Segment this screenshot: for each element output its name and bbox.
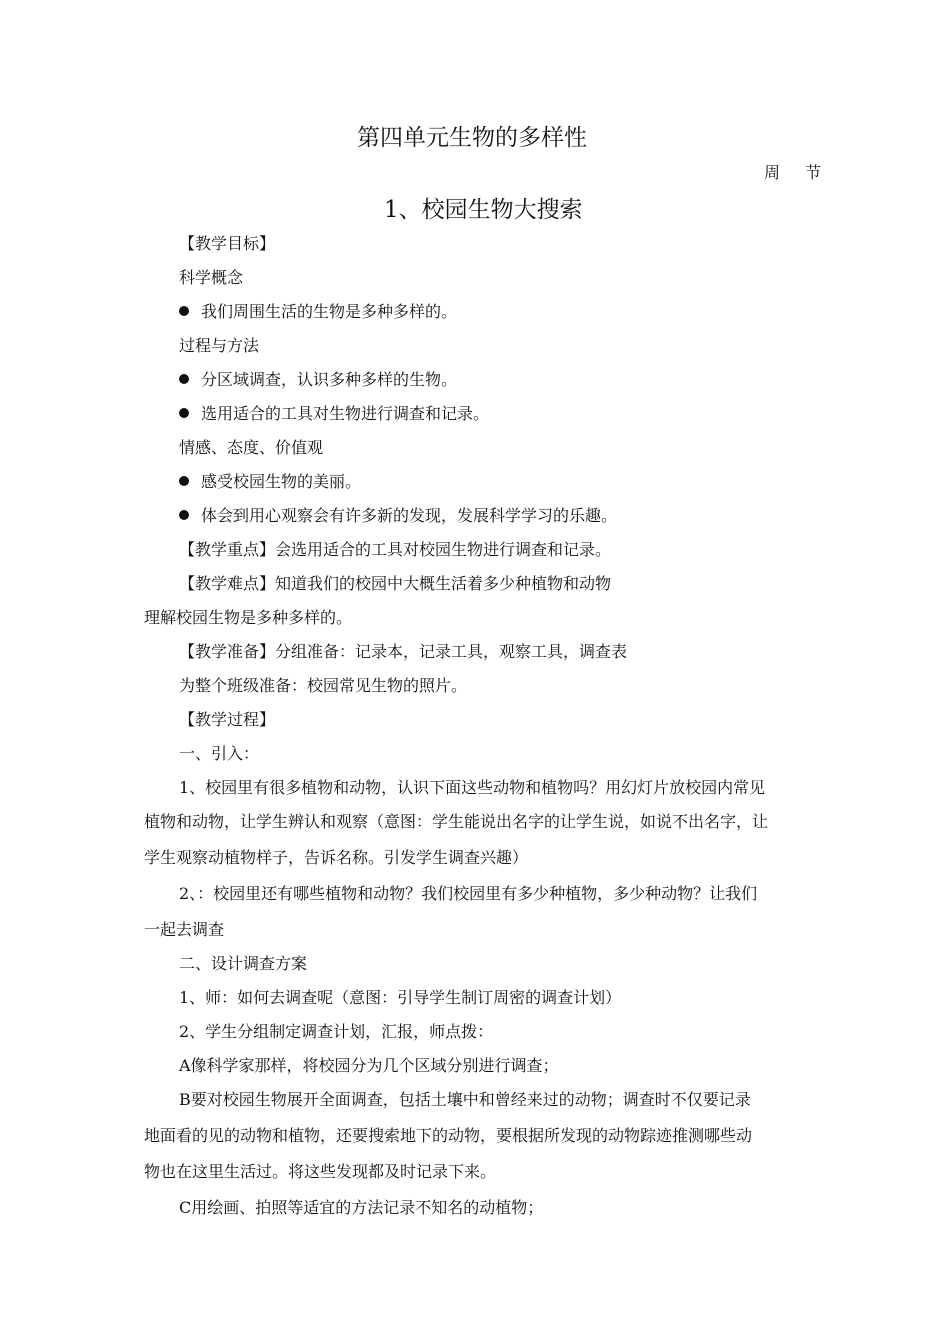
paragraph-line: A像科学家那样，将校园分为几个区域分别进行调查； [179, 1056, 559, 1075]
concept-item [179, 302, 457, 322]
prep-line: 【教学准备】分组准备：记录本，记录工具，观察工具，调查表 [179, 642, 628, 661]
method-item-text: 分区域调查，认识多种多样的生物。 [201, 370, 458, 389]
method-item [179, 404, 489, 424]
goals-heading: 【教学目标】 [179, 234, 276, 253]
method-item [179, 370, 457, 390]
bullet-icon [179, 510, 189, 520]
author: 周 节 [764, 163, 832, 182]
paragraph-line: 2、：校园里还有哪些植物和动物？我们校园里有多少种植物，多少种动物？让我们 [179, 884, 758, 903]
prep-line: 为整个班级准备：校园常见生物的照片。 [179, 676, 468, 695]
attitude-item-text: 感受校园生物的美丽。 [201, 472, 362, 491]
paragraph-line: 一起去调查 [144, 920, 225, 939]
paragraph-line: 植物和动物，让学生辨认和观察（意图：学生能说出名字的让学生说，如说不出名字，让 [144, 812, 769, 831]
method-heading: 过程与方法 [179, 336, 260, 355]
difficulty-line: 理解校园生物是多种多样的。 [144, 608, 353, 627]
method-item-text: 选用适合的工具对生物进行调查和记录。 [201, 404, 490, 423]
attitude-heading: 情感、态度、价值观 [179, 438, 324, 457]
paragraph-line: B要对校园生物展开全面调查，包括土壤中和曾经来过的动物；调查时不仅要记录 [179, 1090, 751, 1109]
intro-heading: 一、引入： [179, 744, 260, 763]
bullet-icon [179, 374, 189, 384]
paragraph-line: 1、师：如何去调查呢（意图：引导学生制订周密的调查计划） [179, 988, 622, 1007]
attitude-item [179, 506, 617, 526]
paragraph-line: 1、校园里有很多植物和动物，认识下面这些动物和植物吗？用幻灯片放校园内常见 [179, 778, 766, 797]
process-heading: 【教学过程】 [179, 710, 276, 729]
bullet-icon [179, 408, 189, 418]
bullet-icon [179, 306, 189, 316]
attitude-item [179, 472, 361, 492]
paragraph-line: C用绘画、拍照等适宜的方法记录不知名的动植物； [179, 1198, 544, 1217]
paragraph-line: 物也在这里生活过。将这些发现都及时记录下来。 [144, 1162, 497, 1181]
page-title: 第四单元生物的多样性 [357, 125, 587, 151]
bullet-icon [179, 476, 189, 486]
attitude-item-text: 体会到用心观察会有许多新的发现，发展科学学习的乐趣。 [201, 506, 618, 525]
paragraph-line: 学生观察动植物样子，告诉名称。引发学生调查兴趣） [144, 848, 529, 867]
difficulty-line: 【教学难点】知道我们的校园中大概生活着多少种植物和动物 [179, 574, 612, 593]
key-point: 【教学重点】会选用适合的工具对校园生物进行调查和记录。 [179, 540, 612, 559]
paragraph-line: 地面看的见的动物和植物，还要搜索地下的动物，要根据所发现的动物踪迹推测哪些动 [144, 1126, 753, 1145]
lesson-title: 1、校园生物大搜索 [384, 197, 583, 223]
paragraph-line: 2、学生分组制定调查计划，汇报，师点拨： [179, 1022, 494, 1041]
design-heading: 二、设计调查方案 [179, 954, 308, 973]
concept-heading: 科学概念 [179, 268, 244, 287]
concept-item-text: 我们周围生活的生物是多种多样的。 [201, 302, 458, 321]
